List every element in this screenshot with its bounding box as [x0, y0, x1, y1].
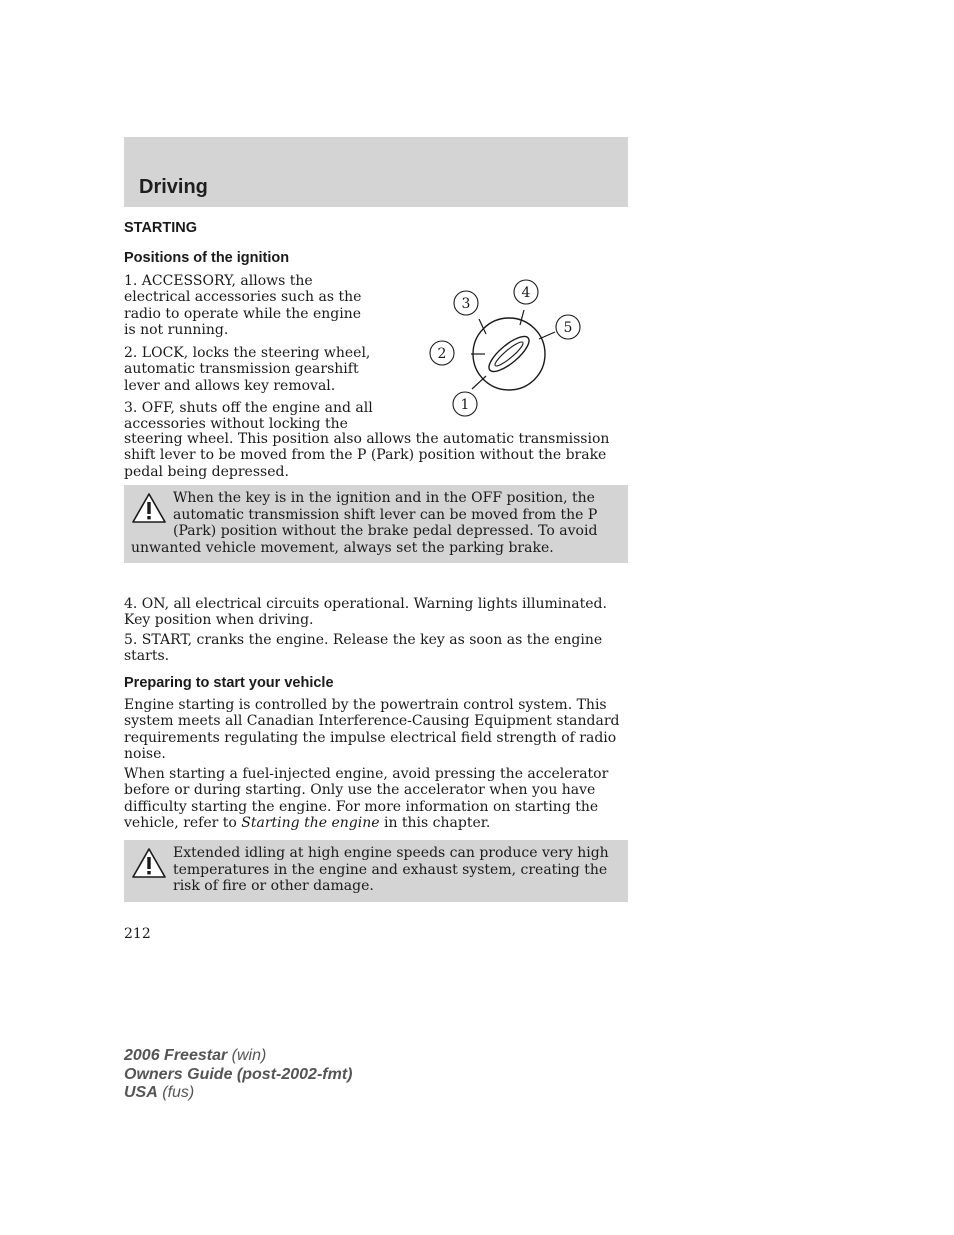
heading-starting: STARTING — [124, 220, 198, 236]
paragraph-fuel-injected — [124, 766, 628, 831]
paragraph-fuel-injected-text: When starting a fuel-injected engine, avoid pressing the accelerator before or during starting. Only use the accelerator when you have difficulty starting the engine. For more information on starting the vehicle, refer to — [124, 766, 609, 831]
diagram-label-3: 3 — [461, 296, 471, 312]
paragraph-powertrain: Engine starting is controlled by the powertrain control system. This system meets all Canadian Interference-Causing Equipment standard requirements regulating the impulse electrical field strength of radio noise. — [124, 697, 620, 762]
diagram-label-1: 1 — [460, 397, 470, 413]
ignition-diagram — [418, 272, 598, 422]
item-on: 4. ON, all electrical circuits operational. Warning lights illuminated. Key position when driving. — [124, 596, 607, 629]
page-number: 212 — [124, 926, 151, 942]
warning-text-idling: Extended idling at high engine speeds can produce very high temperatures in the engine and exhaust system, creating the risk of fire or other damage. — [173, 845, 609, 895]
item-accessory: 1. ACCESSORY, allows the electrical accessories such as the radio to operate while the engine is not running. — [124, 273, 362, 338]
section-title: Driving — [139, 176, 208, 198]
footer-line-guide — [124, 1066, 352, 1085]
warning-text-off-position: When the key is in the ignition and in the OFF position, the automatic transmission shift lever can be moved from the P (Park) position without the brake pedal depressed. To avoid unwanted vehicle movement, always set the parking brake. — [131, 490, 598, 556]
footer-market-code: (fus) — [162, 1084, 195, 1101]
document-footer — [124, 1047, 352, 1103]
footer-line-market — [124, 1084, 352, 1103]
warning-box-off-position — [124, 485, 628, 563]
footer-guide: Owners Guide (post-2002-fmt) — [124, 1065, 353, 1083]
subheading-preparing: Preparing to start your vehicle — [124, 675, 334, 691]
footer-model: 2006 Freestar — [124, 1047, 228, 1064]
item-off-start: 3. OFF, shuts off the engine and all accessories without locking the — [124, 400, 373, 433]
diagram-label-4: 4 — [521, 285, 531, 301]
subheading-positions: Positions of the ignition — [124, 250, 290, 266]
warning-box-idling — [124, 840, 628, 902]
warning-triangle-icon — [131, 847, 167, 879]
diagram-label-2: 2 — [437, 346, 447, 362]
footer-model-code: (win) — [231, 1047, 267, 1064]
item-start: 5. START, cranks the engine. Release the key as soon as the engine starts. — [124, 632, 603, 665]
warning-triangle-icon — [131, 492, 167, 524]
footer-line-model — [124, 1047, 352, 1066]
item-off-continued: steering wheel. This position also allows the automatic transmission shift lever to be moved from the P (Park) position without the brake pedal being depressed. — [124, 431, 610, 480]
footer-market: USA — [124, 1084, 158, 1101]
cross-reference-starting-engine: Starting the engine — [241, 814, 380, 831]
paragraph-fuel-injected-end: in this chapter. — [379, 814, 491, 831]
item-lock: 2. LOCK, locks the steering wheel, automatic transmission gearshift lever and allows key removal. — [124, 345, 371, 394]
diagram-label-5: 5 — [563, 320, 573, 336]
